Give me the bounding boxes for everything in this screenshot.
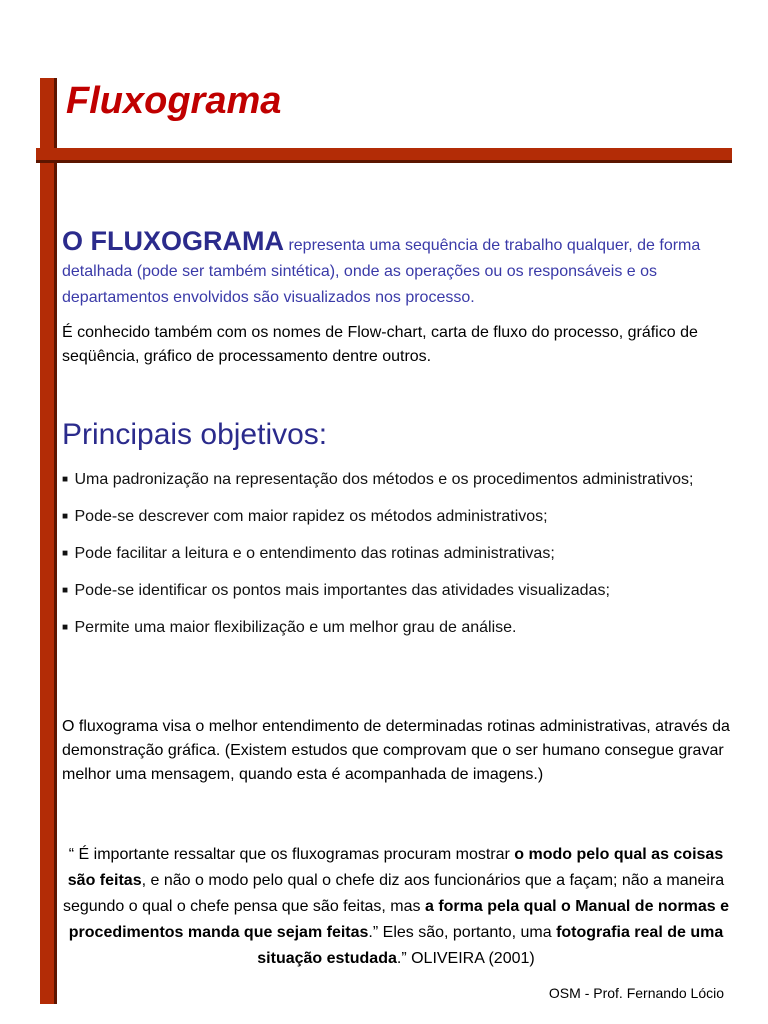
list-item-text: Permite uma maior flexibilização e um melhor grau de análise. — [74, 619, 517, 636]
purpose-paragraph: O fluxograma visa o melhor entendimento de determinadas rotinas administrativas, através da demonstração gráfica. (Existem estudos que comprovam que o ser humano consegue gravar melhor uma mensagem, quando esta é acompanhada de imagens.) — [62, 718, 730, 783]
list-item — [62, 616, 702, 640]
list-item — [62, 542, 702, 566]
quote-emphasis-1: o modo pelo qual as coisas são feitas — [67, 846, 724, 889]
horizontal-accent-bar — [36, 148, 732, 163]
square-bullet-icon: ■ — [62, 511, 69, 522]
also-known-paragraph: É conhecido também com os nomes de Flow-chart, carta de fluxo do processo, gráfico de seqüência, gráfico de processamento dentre outros. — [62, 324, 698, 365]
list-item-text: Pode facilitar a leitura e o entendimento das rotinas administrativas; — [74, 545, 555, 562]
vertical-accent-bar — [40, 78, 57, 1004]
list-item — [62, 505, 702, 529]
intro-text: representa uma sequência de trabalho qualquer, de forma detalhada (pode ser também sintética), onde as operações ou os responsáveis e os departamentos envolvidos são visualizados nos processo. — [62, 237, 701, 306]
list-item-text: Pode-se descrever com maior rapidez os métodos administrativos; — [74, 508, 548, 525]
quote-text-1: “ É importante ressaltar que os fluxogramas procuram mostrar — [68, 846, 515, 863]
square-bullet-icon: ■ — [62, 548, 69, 559]
objectives-list — [62, 468, 702, 653]
intro-paragraph — [62, 228, 732, 311]
list-item-text: Uma padronização na representação dos métodos e os procedimentos administrativos; — [74, 471, 694, 488]
quote-text-4: .” OLIVEIRA (2001) — [396, 950, 535, 967]
square-bullet-icon: ■ — [62, 585, 69, 596]
square-bullet-icon: ■ — [62, 474, 69, 485]
list-item — [62, 579, 702, 603]
objectives-heading: Principais objetivos: — [62, 418, 328, 451]
footer-credit: OSM - Prof. Fernando Lócio — [548, 985, 724, 1001]
intro-lead: O FLUXOGRAMA — [62, 226, 284, 256]
list-item — [62, 468, 702, 492]
quote-paragraph — [60, 842, 732, 972]
quote-text-2: , e não o modo pelo qual o chefe diz aos funcionários que a façam; não a maneira segundo o qual o chefe pensa que são feitas, mas — [62, 872, 725, 915]
list-item-text: Pode-se identificar os pontos mais importantes das atividades visualizadas; — [74, 582, 610, 599]
square-bullet-icon: ■ — [62, 622, 69, 633]
quote-emphasis-2: a forma pela qual o Manual de normas e procedimentos manda que sejam feitas — [68, 898, 730, 941]
quote-emphasis-3: fotografia real de uma situação estudada — [257, 924, 724, 967]
quote-text-3: .” Eles são, portanto, uma — [368, 924, 557, 941]
slide-title: Fluxograma — [66, 80, 282, 122]
